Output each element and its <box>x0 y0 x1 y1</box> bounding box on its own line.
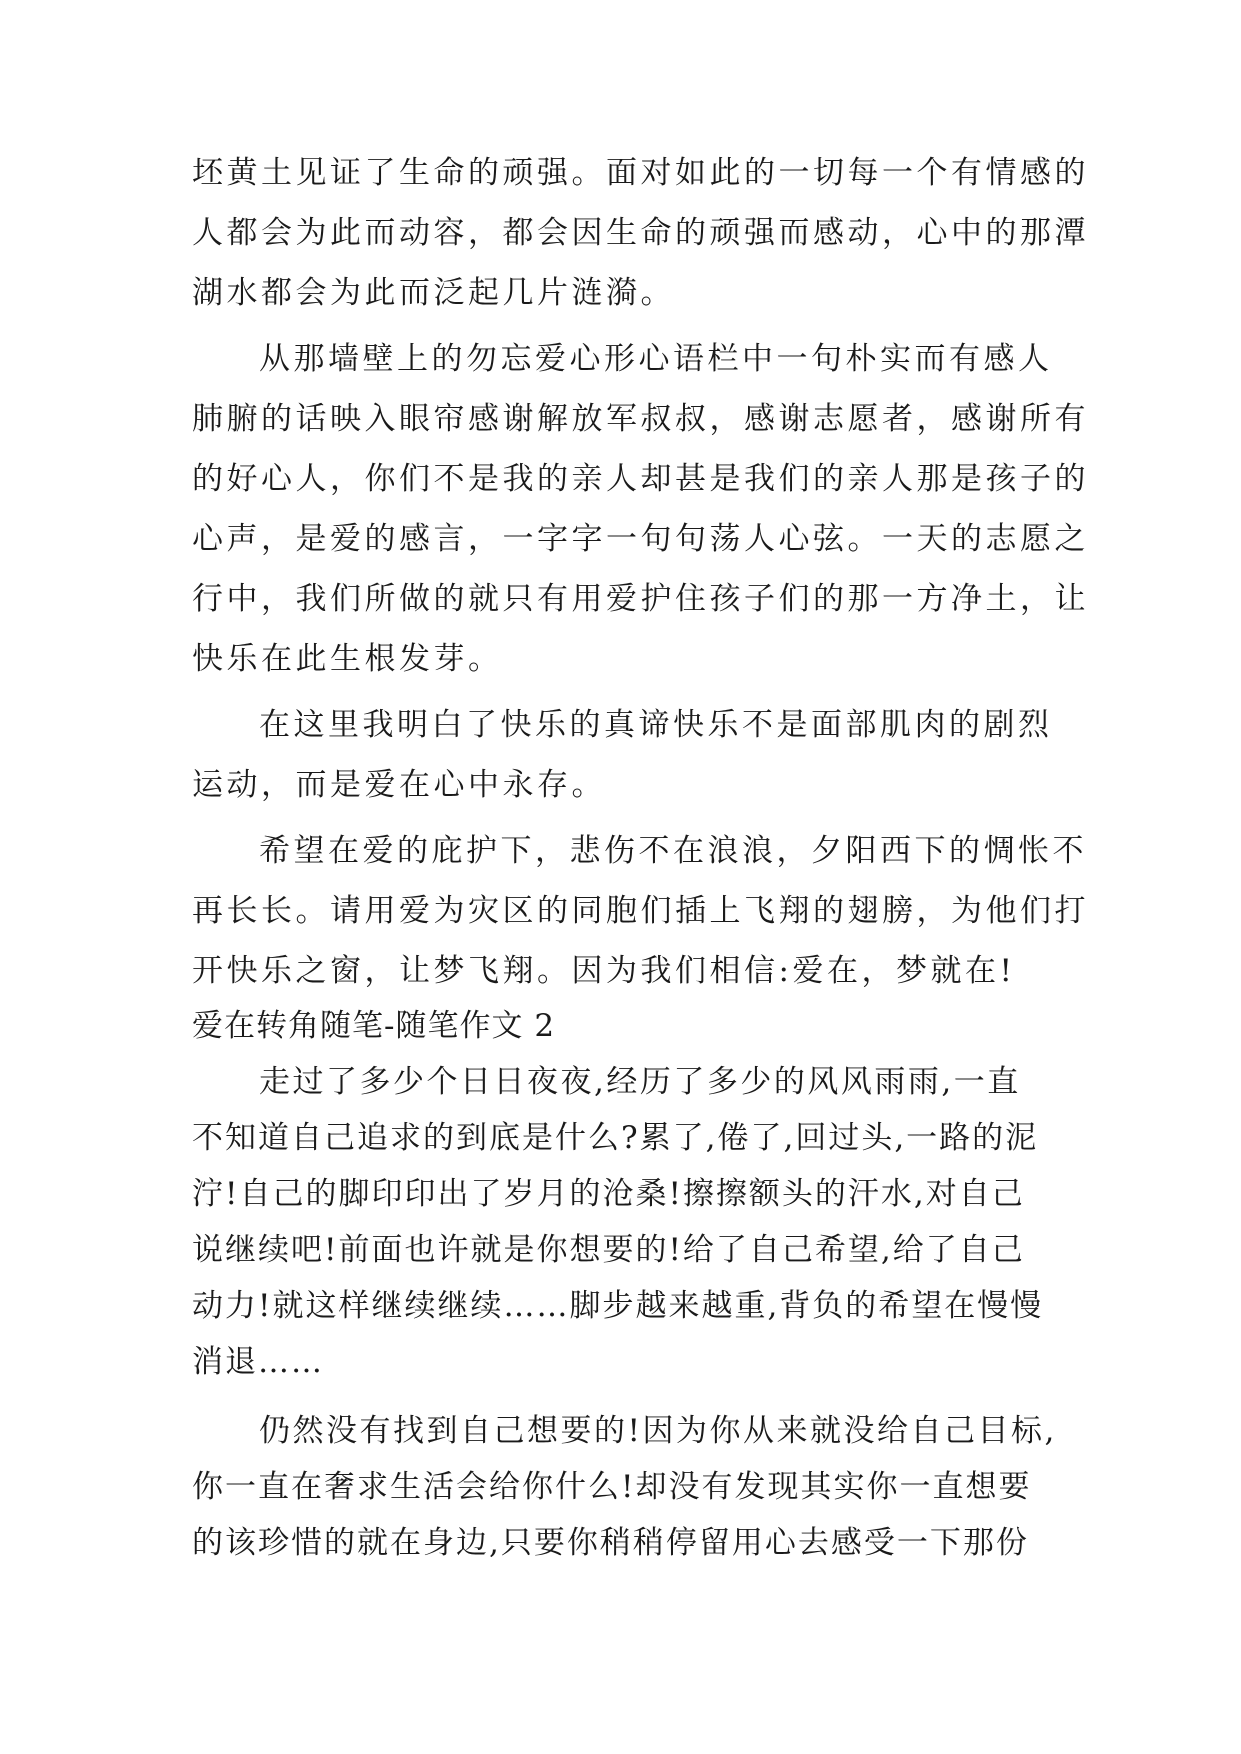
text-line: 说继续吧!前面也许就是你想要的!给了自己希望,给了自己 <box>192 1232 1025 1268</box>
text-line: 走过了多少个日日夜夜,经历了多少的风风雨雨,一直 <box>259 1064 1021 1100</box>
text-line: 动力!就这样继续继续……脚步越来越重,背负的希望在慢慢 <box>192 1288 1044 1324</box>
text-line: 泞!自己的脚印印出了岁月的沧桑!擦擦额头的汗水,对自己 <box>192 1176 1025 1212</box>
section-heading: 爱在转角随笔-随笔作文 2 <box>192 1008 556 1044</box>
text-line: 人都会为此而动容，都会因生命的顽强而感动，心中的那潭 <box>192 215 1089 251</box>
text-line: 开快乐之窗，让梦飞翔。因为我们相信:爱在，梦就在! <box>192 953 1016 989</box>
text-line: 心声，是爱的感言，一字字一句句荡人心弦。一天的志愿之 <box>192 521 1089 557</box>
text-line: 湖水都会为此而泛起几片涟漪。 <box>192 275 675 311</box>
text-line: 肺腑的话映入眼帘感谢解放军叔叔，感谢志愿者，感谢所有 <box>192 401 1089 437</box>
text-line: 希望在爱的庇护下，悲伤不在浪浪，夕阳西下的惆怅不 <box>259 833 1087 869</box>
text-line: 的该珍惜的就在身边,只要你稍稍停留用心去感受一下那份 <box>192 1525 1029 1561</box>
text-line: 快乐在此生根发芽。 <box>192 641 503 677</box>
text-line: 的好心人，你们不是我的亲人却甚是我们的亲人那是孩子的 <box>192 461 1089 497</box>
text-line: 消退…… <box>192 1344 324 1380</box>
text-line: 行中，我们所做的就只有用爱护住孩子们的那一方净土，让 <box>192 581 1089 617</box>
text-line: 坯黄土见证了生命的顽强。面对如此的一切每一个有情感的 <box>192 155 1089 191</box>
text-line: 从那墙壁上的勿忘爱心形心语栏中一句朴实而有感人 <box>259 341 1053 377</box>
text-line: 在这里我明白了快乐的真谛快乐不是面部肌肉的剧烈 <box>259 707 1053 743</box>
text-line: 仍然没有找到自己想要的!因为你从来就没给自己目标, <box>259 1413 1057 1449</box>
text-line: 运动，而是爱在心中永存。 <box>192 767 606 803</box>
text-line: 再长长。请用爱为灾区的同胞们插上飞翔的翅膀，为他们打 <box>192 893 1089 929</box>
text-line: 你一直在奢求生活会给你什么!却没有发现其实你一直想要 <box>192 1469 1032 1505</box>
text-line: 不知道自己追求的到底是什么?累了,倦了,回过头,一路的泥 <box>192 1120 1039 1156</box>
